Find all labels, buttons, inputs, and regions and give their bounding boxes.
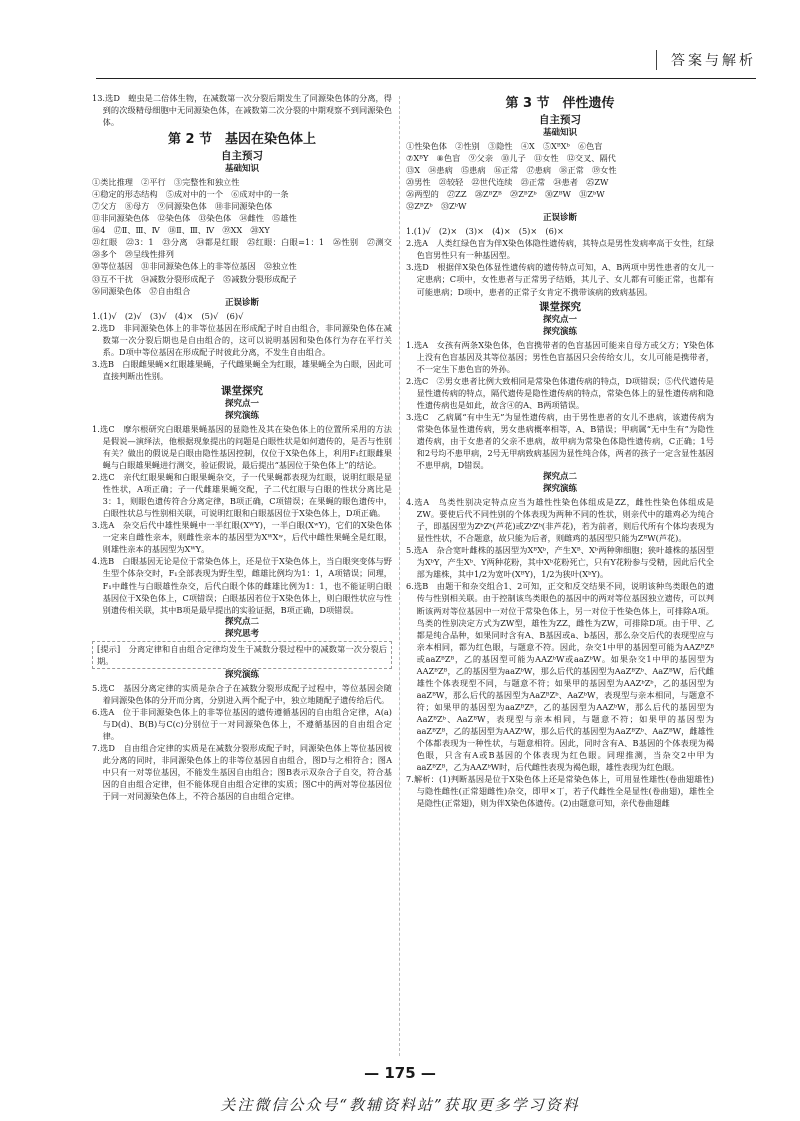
basic-knowledge-heading: 基础知识 bbox=[224, 164, 259, 175]
right-column bbox=[406, 92, 714, 809]
practice-3: 3.选A 杂交后代中雄性果蝇中一半红眼(XᵂY)，一半白眼(XʷY)，它们的X染色体一定来自雌性亲本，则雌性亲本的基因型为XᵂXʷ，后代中雌性果蝇全是红眼，则雄性亲本的基因型为XᵂY。 bbox=[92, 520, 392, 555]
practice-heading: 探究演练 bbox=[542, 326, 577, 337]
practice-7: 7.解析：(1)判断基因是位于X染色体上还是常染色体上，可用显性雄性(卷曲翅雄性)与隐性雌性(正常翅雌性)杂交，即甲×丁，若子代雌性全是显性(卷曲翅)，雄性全是隐性(正常翅)，则为伴X染色体遗传。(2)由题意可知，亲代卷曲翅雌 bbox=[406, 774, 714, 809]
section-2-title: 第 2 节 基因在染色体上 bbox=[167, 132, 317, 148]
diagnosis-answers: 1.(1)√ (2)× (3)× (4)× (5)× (6)× bbox=[406, 226, 564, 237]
practice-2: 2.选C ②男女患者比例大致相同是常染色体遗传病的特点，D项错误；⑤代代遗传是显性遗传病的特点，隔代遗传是隐性遗传病的特点，常染色体上的显性遗传病和隐性遗传病也是如此，故含④的A、B两项错误。 bbox=[406, 375, 714, 410]
point-1-heading: 探究点一 bbox=[224, 398, 259, 409]
practice-5: 5.选C 基因分离定律的实质是杂合子在减数分裂形成配子过程中，等位基因会随着同源染色体的分开而分离，分别进入两个配子中，独立地随配子遗传给后代。 bbox=[92, 682, 392, 705]
page-header bbox=[96, 36, 756, 79]
practice-6: 6.选B 由题干和杂交组合1、2可知，正交和反交结果不同，说明该种鸟类眼色的遗传与性别相关联。由于控制该鸟类眼色的基因中的两对等位基因独立遗传，可以判断该两对等位基因中一对位于常染色体上，另一对位于性染色体上，可排除A项。鸟类的性别决定方式为ZW型，雄性为ZZ，雌性为ZW，可排除D项。由于甲、乙都是纯合品种，如果同时含有A、B基因或a、b基因，那么杂交后代的表现型应与亲本相同，都为红色眼，与题意不符。因此，杂交1中甲的基因型可能为AAZᴮZᴮ或aaZᴮZᴮ，乙的基因型可能为AAZᵇW或aaZᵇW。如果杂交1中甲的基因型为AAZᴮZᴮ，乙的基因型为aaZᵇW，那么后代的基因型为AaZᴮZᵇ、AaZᴮW，后代雌雄性个体表现型不同，与题意不符；如果甲的基因型为AAZᵇZᵇ，乙的基因型为aaZᴮW，那么后代的基因型为AaZᴮZᵇ、AaZᵇW，表现型与亲本相同，与题意不符；如果甲的基因型为aaZᴮZᴮ，乙的基因型为AAZᵇW，那么后代的基因型为AaZᴮZᵇ、AaZᴮW，表现型与亲本相同，与题意不符；如果甲的基因型为aaZᴮZᴮ，乙的基因型为AAZᵇW，那么后代的基因型为AaZᴮZᵇ、AaZᴮW，雌雄性个体都表现为一种性状，与题意相符。因此，同时含有A、B基因的个体表现为褐色眼，只含有A或B基因的个体表现为红色眼。同理推测，当杂交2中甲为aaZᴮZᴮ，乙为AAZᵇW时，后代雌性表现为褐色眼，雄性表现为红色眼。 bbox=[406, 581, 714, 773]
practice-heading-2: 探究演练 bbox=[542, 484, 577, 495]
self-study-heading: 自主预习 bbox=[539, 114, 581, 126]
point-1-heading: 探究点一 bbox=[542, 314, 577, 325]
knowledge-line: ㉝互不干扰 ㉞减数分裂形成配子 ㉟减数分裂形成配子 bbox=[92, 273, 297, 284]
knowledge-line: ㉖两型的 ㉗ZZ ㉘ZᴮZᴮ ㉙ZᴮZᵇ ㉚ZᴮW ㉛ZᵇW bbox=[406, 189, 605, 200]
knowledge-line: ㊱同源染色体 ㊲自由组合 bbox=[92, 285, 191, 296]
knowledge-line: ⑯4 ⑰Ⅱ、Ⅲ、Ⅳ ⑱Ⅱ、Ⅲ、Ⅳ ⑲XX ⑳XY bbox=[92, 225, 270, 236]
knowledge-line: ⑬X ⑭患病 ⑮患病 ⑯正常 ⑰患病 ⑱正常 ⑲女性 bbox=[406, 165, 617, 176]
practice-7: 7.选D 自由组合定律的实质是在减数分裂形成配子时，同源染色体上等位基因彼此分离的同时，非同源染色体上的非等位基因自由组合，图D与之相符合；图A中只有一对等位基因，不能发生基因自由组合；图B表示双杂合子自交，符合基因的自由组合定律，但不能体现自由组合定律的实质；图C中的两对等位基因位于同一对同源染色体上，不符合基因的自由组合定律。 bbox=[92, 742, 392, 802]
knowledge-line: ㉑红眼 ㉒3：1 ㉓分离 ㉔都是红眼 ㉕红眼：白眼=1：1 ㉖性别 ㉗测交 ㉘多个 ㉙呈线性排列 bbox=[92, 237, 401, 260]
knowledge-line: ①类比推理 ②平行 ③完整性和独立性 bbox=[92, 177, 240, 188]
diagnosis-answers: 1.(1)√ (2)√ (3)√ (4)× (5)√ (6)√ bbox=[92, 310, 244, 321]
knowledge-line: ⑦XᴮY ⑧色盲 ⑨父亲 ⑩儿子 ⑪女性 ⑫交叉、隔代 bbox=[406, 153, 616, 164]
diagnosis-3: 3.选B 白眼雌果蝇×红眼雄果蝇，子代雌果蝇全为红眼，雄果蝇全为白眼，因此可直接判断出性别。 bbox=[92, 358, 392, 381]
header-title: 答案与解析 bbox=[656, 50, 756, 70]
knowledge-line: ⑦父方 ⑧母方 ⑨同源染色体 ⑩非同源染色体 bbox=[92, 201, 273, 212]
point-2-heading: 探究点二 bbox=[542, 472, 577, 483]
left-column bbox=[92, 92, 401, 802]
knowledge-line: ⑪非同源染色体 ⑫染色体 ⑬染色体 ⑭雌性 ⑮雄性 bbox=[92, 213, 297, 224]
diagnosis-2: 2.选A 人类红绿色盲为伴X染色体隐性遗传病，其特点是男性发病率高于女性，红绿色盲男性只有一种基因型。 bbox=[406, 238, 714, 261]
knowledge-line: ㉜ZᴮZᵇ ㉝ZᵇW bbox=[406, 201, 467, 212]
practice-6: 6.选A 位于非同源染色体上的非等位基因的遗传遵循基因的自由组合定律，A(a)与D(d)、B(B)与C(c)分别位于一对同源染色体上，不遵循基因的自由组合定律。 bbox=[92, 706, 392, 741]
knowledge-line: ㉚等位基因 ㉛非同源染色体上的非等位基因 ㉜独立性 bbox=[92, 261, 297, 272]
section-3-title: 第 3 节 伴性遗传 bbox=[505, 96, 615, 111]
diagnosis-3: 3.选D 根据伴X染色体显性遗传病的遗传特点可知，A、B两项中男性患者的女儿一定患病；C项中，女性患者与正常男子结婚，其儿子、女儿都有可能正常，也都有可能患病；D项中，患者的正常子女肯定不携带该病的致病基因。 bbox=[406, 262, 714, 297]
practice-5: 5.选A 杂合宽叶雌株的基因型为XᴮXᵇ，产生Xᴮ、Xᵇ两种卵细胞；狭叶雄株的基因型为XᵇY，产生Xᵇ、Y两种花粉，其中Xᵇ花粉死亡，只有Y花粉参与受精，因此后代全部为雄株，其中1/2为宽叶(XᴮY)，1/2为狭叶(XᵇY)。 bbox=[406, 545, 714, 580]
page-number: — 175 — bbox=[364, 1064, 436, 1082]
self-study-heading: 自主预习 bbox=[221, 150, 263, 163]
diagnosis-heading: 正误诊断 bbox=[542, 213, 577, 224]
practice-3: 3.选C 乙病属“有中生无”为显性遗传病，由于男性患者的女儿不患病，该遗传病为常染色体显性遗传病，男女患病概率相等，A、B错误；甲病属“无中生有”为隐性遗传病，由于女患者的父亲不患病，故甲病为常染色体隐性遗传病，C正确；1号和2号均不患甲病，2号无甲病致病基因为显性纯合体，两者的孩子一定含显性基因不患甲病，D错误。 bbox=[406, 411, 714, 471]
hint-box: [提示] 分离定律和自由组合定律均发生于减数分裂过程中的减数第一次分裂后期。 bbox=[92, 641, 392, 669]
practice-4: 4.选A 鸟类性别决定特点应当为雄性性染色体组成是ZZ，雌性性染色体组成是ZW。要使后代不同性别的个体表现为两种不同的性状，则亲代中的雄鸡必为纯合子，即基因型为ZᵇZᵇ(芦花)或ZᵇZᵇ(非芦花)，若为前者，则后代所有个体均表现为显性性状，不合题意，故只能为后者，则雌鸡的基因型只能为ZᴮW(芦花)。 bbox=[406, 497, 714, 544]
thinking-heading: 探究思考 bbox=[224, 628, 259, 639]
knowledge-line: ⑳男性 ㉑较轻 ㉒世代连续 ㉓正常 ㉔患者 ㉕ZW bbox=[406, 177, 609, 188]
diagnosis-heading: 正误诊断 bbox=[224, 297, 259, 308]
practice-1: 1.选C 摩尔根研究白眼雄果蝇基因的显隐性及其在染色体上的位置所采用的方法是假说—演绎法，他根据现象提出的问题是白眼性状是如何遗传的，是否与性别有关？做出的假说是白眼由隐性基因控制，仅位于X染色体上，利用F₁红眼雌果蝇与白眼雄果蝇进行测交，验证假说，最后提出“基因位于染色体上”的结论。 bbox=[92, 423, 392, 471]
practice-2: 2.选C 亲代红眼果蝇和白眼果蝇杂交，子一代果蝇都表现为红眼，说明红眼是显性性状，A项正确；子一代雌雄果蝇交配，子二代红眼与白眼的性状分离比是3：1，则眼色遗传符合分离定律，B项正确，C项错误；在果蝇的眼色遗传中，白眼性状总与性别相关联，可说明红眼和白眼基因位于X染色体上，D项正确。 bbox=[92, 472, 392, 519]
point-2-heading: 探究点二 bbox=[224, 616, 259, 627]
basic-knowledge-heading: 基础知识 bbox=[542, 128, 577, 138]
answer-13: 13.选D 蝗虫是二倍体生物，在减数第一次分裂后期发生了同源染色体的分离，得到的次级精母细胞中无同源染色体，在减数第二次分裂的中期观察不到同源染色体。 bbox=[92, 93, 392, 128]
practice-heading-2: 探究演练 bbox=[224, 669, 259, 680]
practice-4: 4.选B 白眼基因无论是位于常染色体上，还是位于X染色体上，当白眼突变体与野生型个体杂交时，F₁全部表现为野生型，雌雄比例均为1：1，A项错误；同理，F₁中雌性与白眼雄性杂交，后代白眼个体的雌雄比例为1：1，也不能证明白眼基因位于X染色体上，C项错误；白眼基因若位于X染色体上，则白眼性状应与性别遗传相关联，其中B项是最早提出的实验证据，B项正确，D项错误。 bbox=[92, 556, 392, 615]
practice-1: 1.选A 女孩有两条X染色体，色盲携带者的色盲基因可能来自母方或父方；Y染色体上没有色盲基因及其等位基因；男性色盲基因只会传给女儿，女儿可能是携带者，不一定生下患色盲的外孙。 bbox=[406, 339, 714, 374]
classroom-heading: 课堂探究 bbox=[221, 384, 263, 397]
knowledge-line: ①性染色体 ②性别 ③隐性 ④X ⑤XᴮXᵇ ⑥色盲 bbox=[406, 141, 603, 151]
classroom-heading: 课堂探究 bbox=[539, 300, 581, 313]
knowledge-line: ④稳定的形态结构 ⑤成对中的一个 ⑥成对中的一条 bbox=[92, 189, 289, 200]
footer-note: 关注微信公众号“教辅资料站”获取更多学习资料 bbox=[220, 1096, 580, 1114]
diagnosis-2: 2.选D 非同源染色体上的非等位基因在形成配子时自由组合，非同源染色体在减数第一次分裂后期也是自由组合的，这可以说明基因和染色体行为存在平行关系。D项中等位基因在形成配子时彼此分离，不发生自由组合。 bbox=[92, 322, 392, 357]
practice-heading: 探究演练 bbox=[224, 410, 259, 421]
